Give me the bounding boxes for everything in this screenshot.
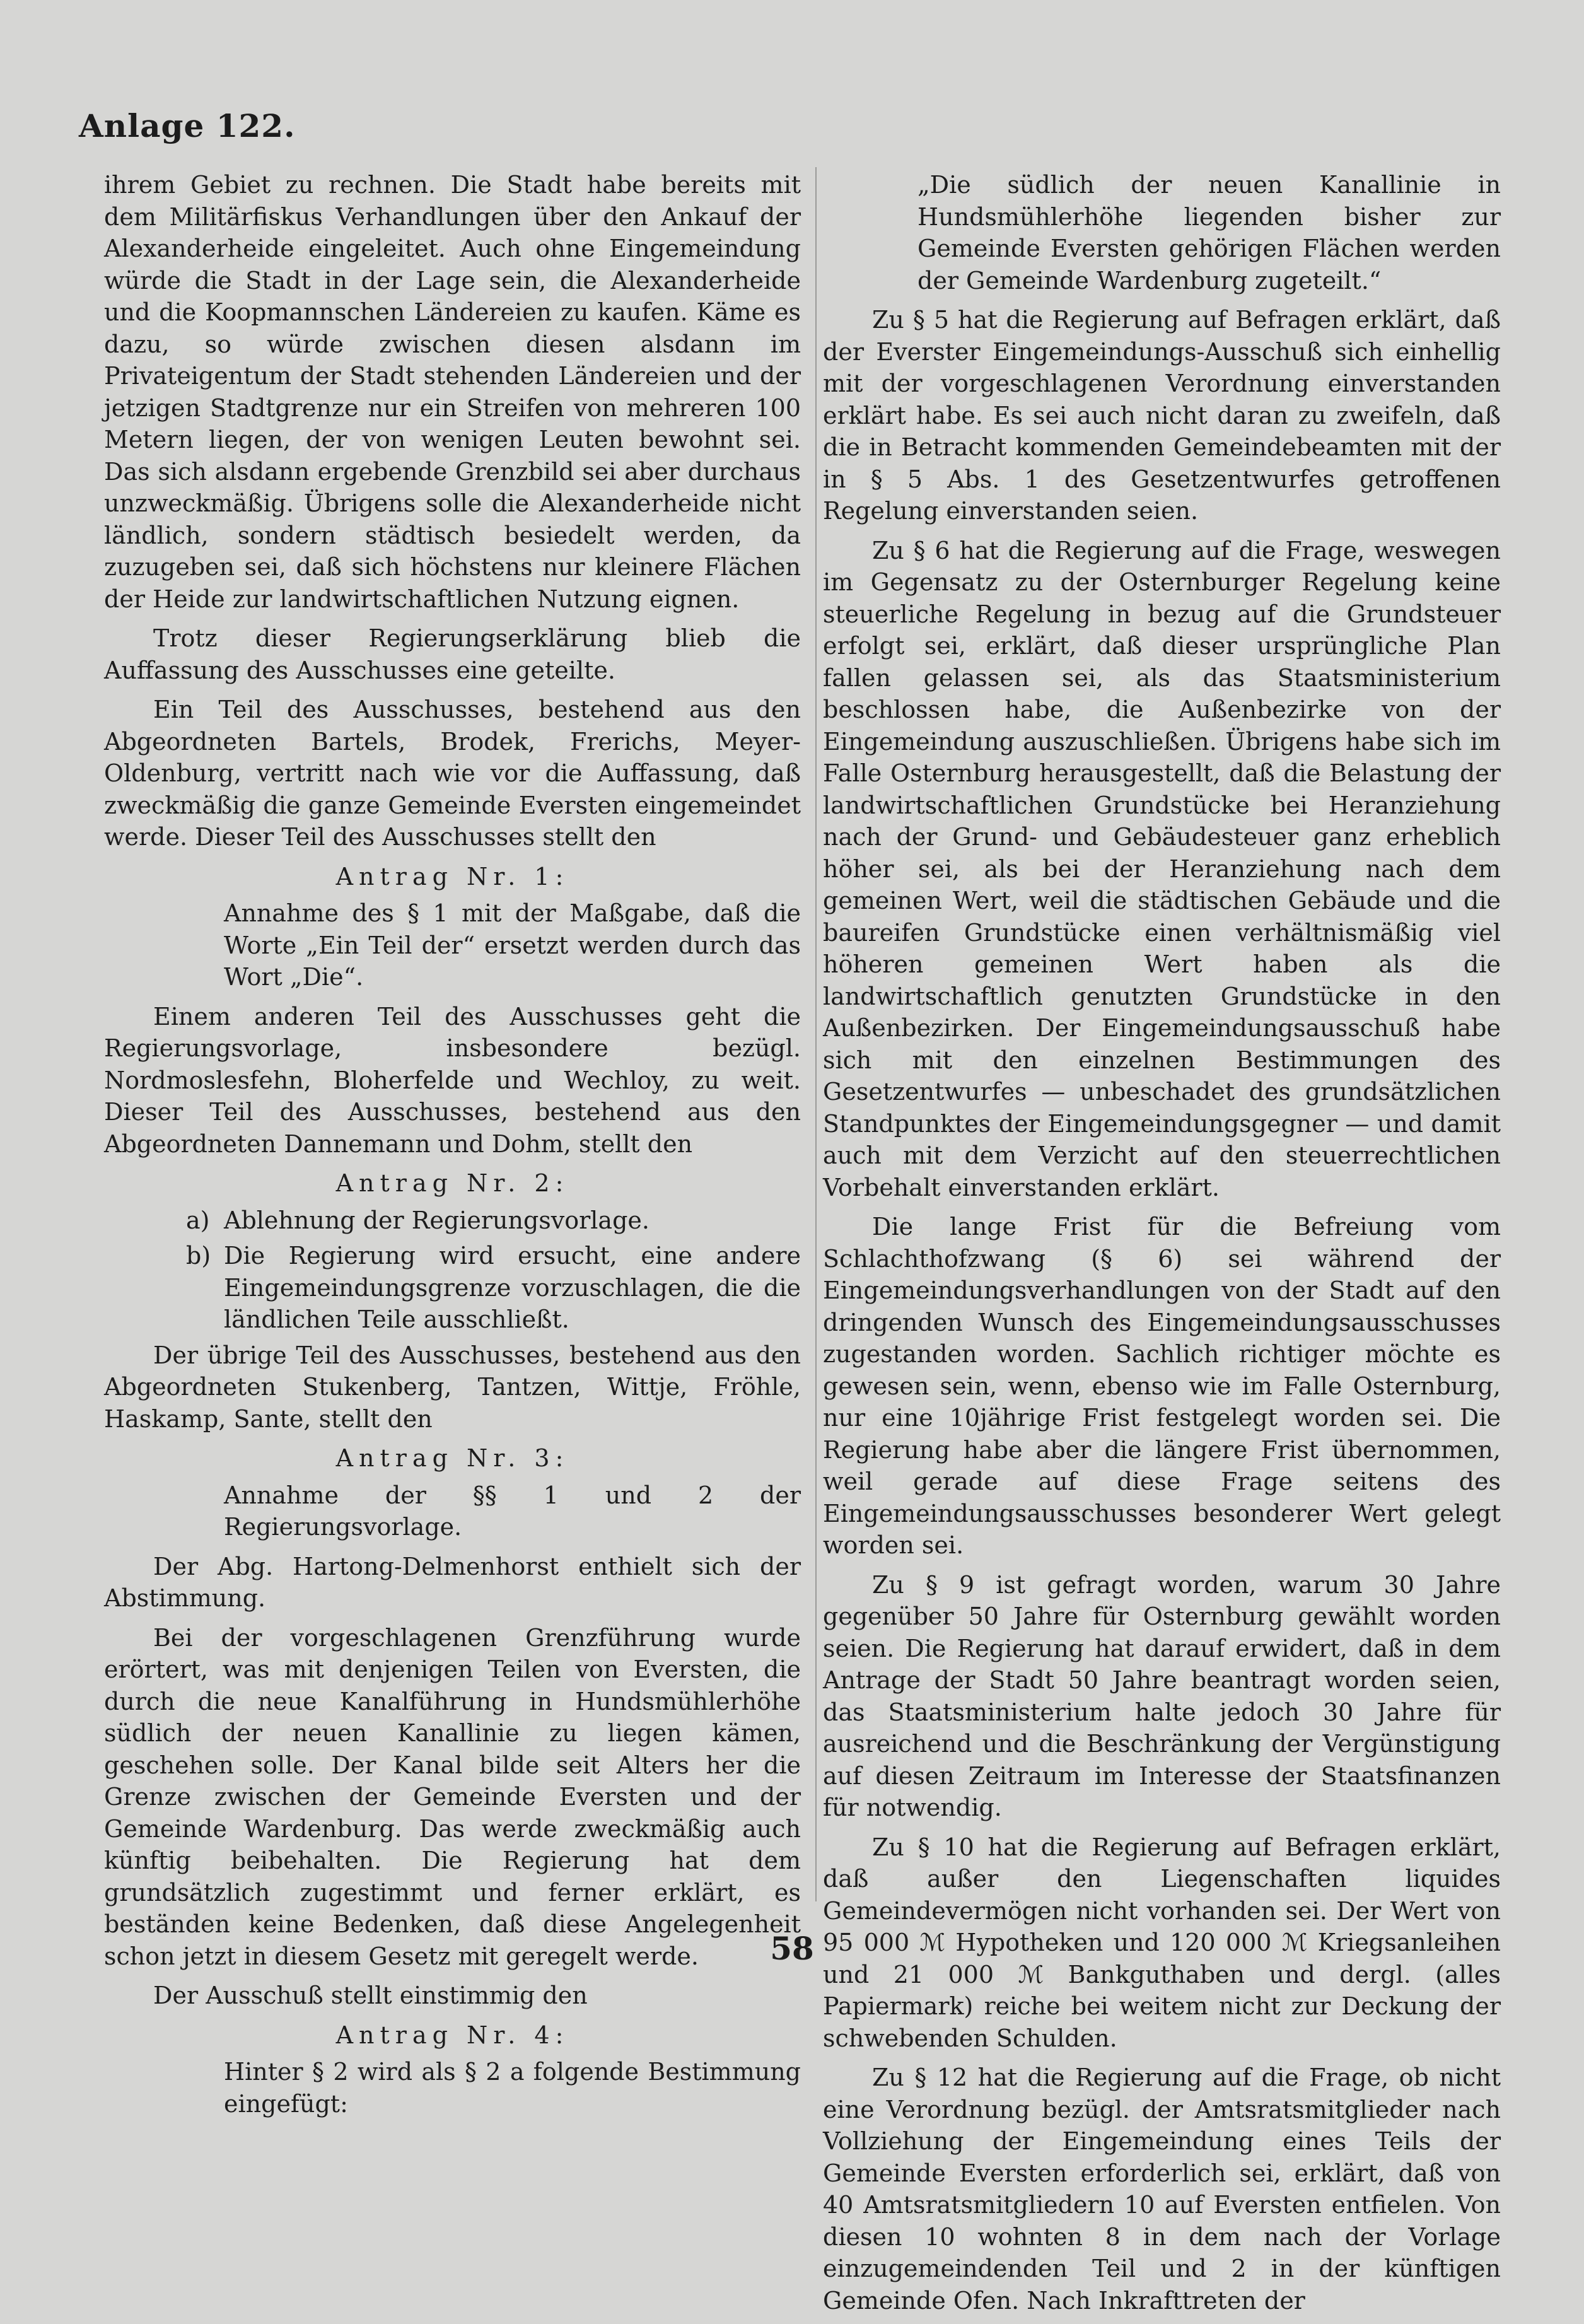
paragraph: Trotz dieser Regierungserklärung blieb die Auffassung des Ausschusses eine geteilte. bbox=[104, 624, 801, 684]
paragraph: Bei der vorgeschlagenen Grenzführung wurde erörtert, was mit denjenigen Teilen von Eversten, die durch die neue Kanalführung in Hundsmühlerhöhe südlich der neuen Kanallinie zu liegen kämen, geschehen solle. Der Kanal bilde seit Alters her die Grenze zwischen der Gemeinde Eversten und der Gemeinde Wardenburg. Das werde zweckmäßig auch künftig beibehalten. Die Regierung hat dem grundsätzlich zugestimmt und ferner erklärt, es beständen keine Bedenken, daß diese Angelegenheit schon jetzt in diesem Gesetz mit geregelt werde. bbox=[104, 1623, 801, 1970]
list-marker: b) bbox=[186, 1242, 211, 1270]
paragraph: Der Abg. Hartong-Delmenhorst enthielt sich der Abstimmung. bbox=[104, 1552, 801, 1612]
paragraph: Einem anderen Teil des Ausschusses geht die Regierungsvorlage, insbesondere bezügl. Nordmoslesfehn, Bloherfelde und Wechloy, zu weit. Dieser Teil des Ausschusses, bestehend aus den Abgeordneten Dannemann und Dohm, stellt den bbox=[104, 1002, 801, 1158]
paragraph: Zu § 6 hat die Regierung auf die Frage, weswegen im Gegensatz zu der Osternburger Regelung keine steuerliche Regelung in bezug auf die Grundsteuer erfolgt sei, erklärt, daß dieser ursprüngliche Plan fallen gelassen sei, als das Staatsministerium beschlossen habe, die Außenbezirke von der Eingemeindung auszuschließen. Übrigens habe sich im Falle Osternburg herausgestellt, daß die Belastung der landwirtschaftlichen Grundstücke bei Heranziehung nach der Grund- und Gebäudesteuer ganz erheblich höher sei, als bei der Heranziehung nach dem gemeinen Wert, weil die städtischen Gebäude und die baureifen Grundstücke einen verhältnismäßig viel höheren gemeinen Wert haben als die landwirtschaftlich genutzten Grundstücke in den Außenbezirken. Der Eingemeindungsausschuß habe sich mit den einzelnen Bestimmungen des Gesetzentwurfes — unbeschadet des grundsätzlichen Standpunktes der Eingemeindungsgegner — und damit auch mit dem Verzicht auf den steuerrechtlichen Vorbehalt einverstanden erklärt. bbox=[823, 536, 1501, 1201]
paragraph: Ein Teil des Ausschusses, bestehend aus den Abgeordneten Bartels, Brodek, Frerichs, Meyer-Oldenburg, vertritt nach wie vor die Auffassung, daß zweckmäßig die ganze Gemeinde Eversten eingemeindet werde. Dieser Teil des Ausschusses stellt den bbox=[104, 696, 801, 851]
list-marker: a) bbox=[186, 1206, 210, 1234]
paragraph: Zu § 10 hat die Regierung auf Befragen erklärt, daß außer den Liegenschaften liquides Gemeindevermögen nicht vorhanden sei. Der Wert von 95 000 ℳ Hypotheken und 120 000 ℳ Kriegsanleihen und 21 000 ℳ Bankguthaben und dergl. (alles Papiermark) reiche bei weitem nicht zur Deckung der schwebenden Schulden. bbox=[823, 1833, 1501, 2052]
list-text: Ablehnung der Regierungsvorlage. bbox=[224, 1206, 649, 1234]
antrag-3-text: Annahme der §§ 1 und 2 der Regierungsvorlage. bbox=[224, 1481, 801, 1541]
antrag-2-item-b bbox=[104, 1240, 801, 1336]
antrag-4-text: Hinter § 2 wird als § 2 a folgende Bestimmung eingefügt: bbox=[224, 2058, 801, 2118]
antrag-1-text: Annahme des § 1 mit der Maßgabe, daß die Worte „Ein Teil der“ ersetzt werden durch das Wort „Die“. bbox=[224, 899, 801, 991]
paragraph: Der übrige Teil des Ausschusses, bestehend aus den Abgeordneten Stukenberg, Tantzen, Wittje, Fröhle, Haskamp, Sante, stellt den bbox=[104, 1341, 801, 1433]
paragraph: Der Ausschuß stellt einstimmig den bbox=[153, 1982, 588, 2009]
quoted-provision: „Die südlich der neuen Kanallinie in Hundsmühlerhöhe liegenden bisher zur Gemeinde Eversten gehörigen Flächen werden der Gemeinde Wardenburg zugeteilt.“ bbox=[917, 171, 1501, 295]
page-header-title: Anlage 122. bbox=[79, 107, 296, 144]
antrag-4-heading: Antrag Nr. 4: bbox=[335, 2021, 569, 2049]
paragraph: Zu § 9 ist gefragt worden, warum 30 Jahre gegenüber 50 Jahre für Osternburg gewählt worden seien. Die Regierung hat darauf erwidert, daß in dem Antrage der Stadt 50 Jahre beantragt worden seien, das Staatsministerium halte jedoch 30 Jahre für ausreichend und die Beschränkung der Vergünstigung auf diesen Zeitraum im Interesse der Staatsfinanzen für notwendig. bbox=[823, 1570, 1501, 1821]
antrag-2-heading: Antrag Nr. 2: bbox=[335, 1169, 569, 1197]
page-number: 58 bbox=[770, 1930, 814, 1967]
paragraph: ihrem Gebiet zu rechnen. Die Stadt habe bereits mit dem Militärfiskus Verhandlungen über den Ankauf der Alexanderheide eingeleitet. Auch ohne Eingemeindung würde die Stadt in der Lage sein, die Alexanderheide und die Koopmannschen Ländereien zu kaufen. Käme es dazu, so würde zwischen diesen alsdann im Privateigentum der Stadt stehenden Ländereien und der jetzigen Stadtgrenze nur ein Streifen von mehreren 100 Metern liegen, der von wenigen Leuten bewohnt sei. Das sich alsdann ergebende Grenzbild sei aber durchaus unzweckmäßig. Übrigens solle die Alexanderheide nicht ländlich, sondern städtisch besiedelt werden, da zuzugeben sei, daß sich höchstens nur kleinere Flächen der Heide zur landwirtschaftlichen Nutzung eignen. bbox=[104, 171, 801, 613]
paragraph: Die lange Frist für die Befreiung vom Schlachthofzwang (§ 6) sei während der Eingemeindungsverhandlungen von der Stadt auf den dringenden Wunsch des Eingemeindungsausschusses zugestanden worden. Sachlich richtiger möchte es gewesen sein, wenn, ebenso wie im Falle Osternburg, nur eine 10jährige Frist festgelegt worden sei. Die Regierung habe aber die längere Frist übernommen, weil gerade auf diese Frage seitens des Eingemeindungsausschusses besonderer Wert gelegt worden sei. bbox=[823, 1213, 1501, 1559]
right-column bbox=[823, 169, 1501, 2324]
paragraph: Zu § 12 hat die Regierung auf die Frage, ob nicht eine Verordnung bezügl. der Amtsratsmitglieder nach Vollziehung der Eingemeindung eines Teils der Gemeinde Eversten erforderlich sei, erklärt, daß von 40 Amtsratsmitgliedern 10 auf Eversten entfielen. Von diesen 10 wohnten 8 in dem nach der Vorlage einzugemeindenden Teil und 2 in der künftigen Gemeinde Ofen. Nach Inkrafttreten der bbox=[823, 2064, 1501, 2315]
antrag-1-heading: Antrag Nr. 1: bbox=[335, 862, 569, 890]
list-text: Die Regierung wird ersucht, eine andere Eingemeindungsgrenze vorzuschlagen, die die ländlichen Teile ausschließt. bbox=[224, 1242, 801, 1333]
antrag-2-item-a bbox=[104, 1205, 801, 1237]
paragraph: Zu § 5 hat die Regierung auf Befragen erklärt, daß der Everster Eingemeindungs-Ausschuß sich einhellig mit der vorgeschlagenen Verordnung einverstanden erklärt habe. Es sei auch nicht daran zu zweifeln, daß die in Betracht kommenden Gemeindebeamten mit der in § 5 Abs. 1 des Gesetzentwurfes getroffenen Regelung einverstanden seien. bbox=[823, 306, 1501, 525]
antrag-3-heading: Antrag Nr. 3: bbox=[335, 1444, 569, 1472]
left-column bbox=[104, 169, 801, 2127]
column-divider bbox=[815, 167, 817, 1901]
